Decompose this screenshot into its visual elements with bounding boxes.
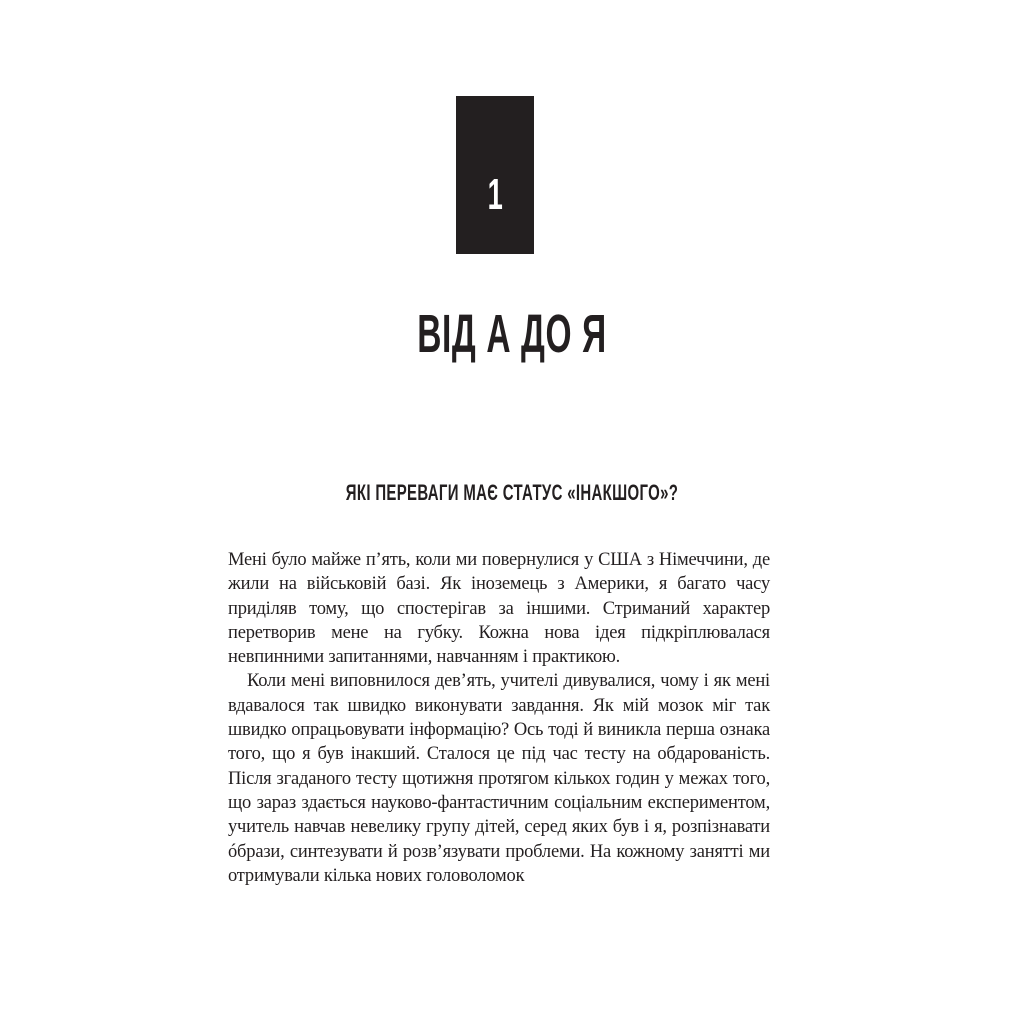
body-text (228, 548, 770, 888)
section-heading: ЯКІ ПЕРЕВАГИ МАЄ СТАТУС «ІНАКШОГО»? (345, 480, 679, 505)
paragraph: Мені було майже п’ять, коли ми повернулися у США з Німеччини, де жили на військовій базі. Як іноземець з Америки, я багато часу приділяв тому, що спостерігав за іншими. Стриманий характер перетворив мене на губку. Кожна нова ідея підкріплювалася невпинними запитаннями, навчанням і практикою. (228, 550, 770, 668)
chapter-number: 1 (487, 170, 503, 219)
chapter-title: ВІД А ДО Я (417, 304, 607, 364)
paragraph: Коли мені виповнилося дев’ять, учителі дивувалися, чому і як мені вдавалося так швидко виконувати завдання. Як мій мозок міг так швидко опрацьовувати інформацію? Ось тоді й виникла перша ознака того, що я був інакший. Сталося це під час тесту на обдарованість. Після згаданого тесту щотижня протягом кількох годин у межах того, що зараз здається науково-фантастичним соціальним експериментом, учитель навчав невелику групу дітей, серед яких був і я, розпізнавати óбрази, синтезувати й розв’язувати проблеми. На кожному занятті ми отримували кілька нових головоломок (228, 671, 770, 886)
chapter-number-box (456, 96, 534, 254)
